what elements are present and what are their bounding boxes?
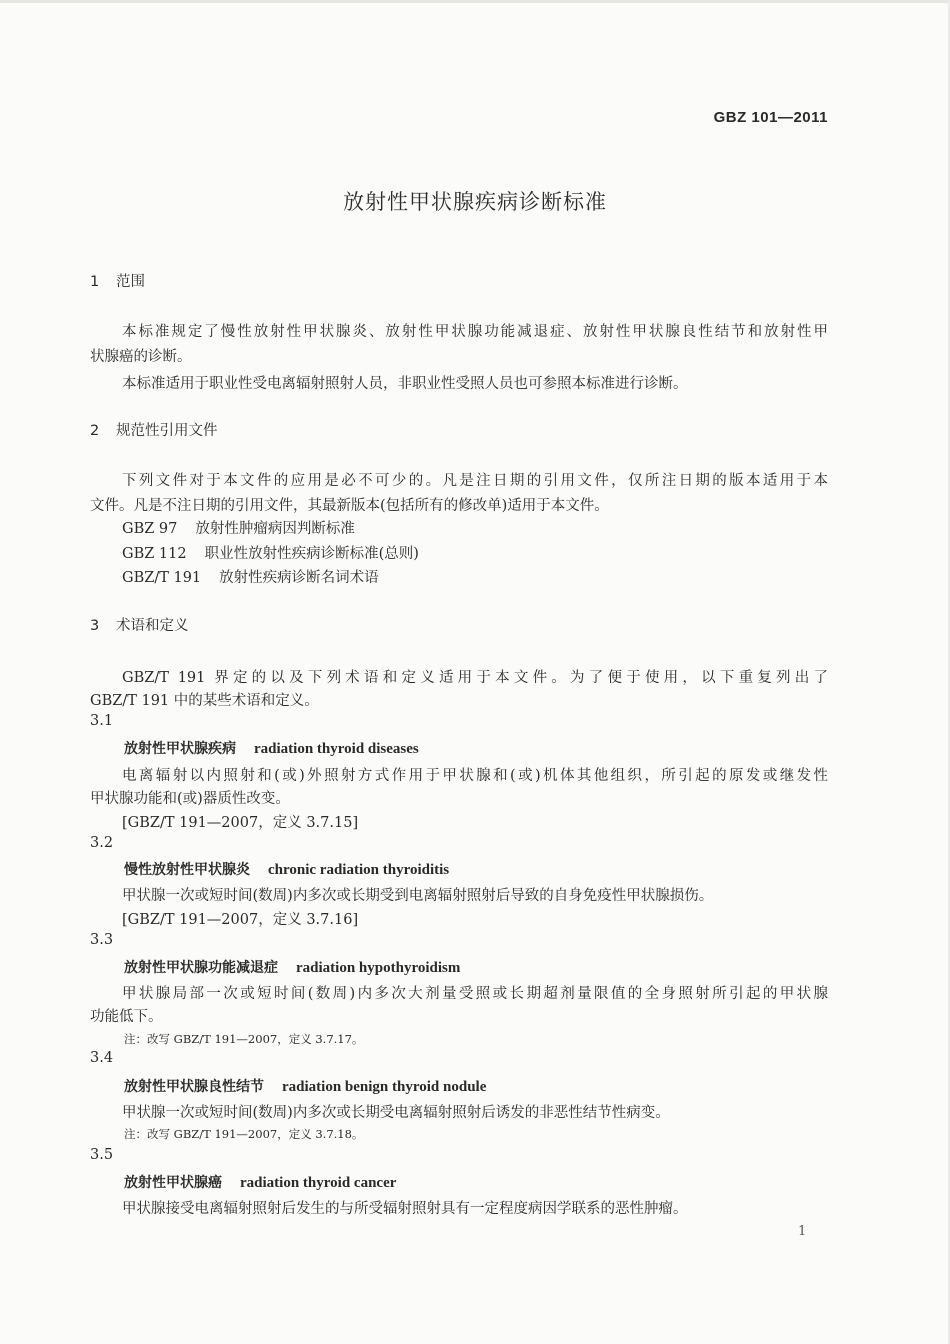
section-3-heading <box>90 614 189 635</box>
section-3-intro-line2: GBZ/T 191 中的某些术语和定义。 <box>90 693 319 709</box>
section-title: 范围 <box>116 274 145 290</box>
reference-title: 放射性疾病诊断名词术语 <box>219 570 379 586</box>
reference-item <box>122 566 379 587</box>
term-heading <box>124 1076 486 1096</box>
term-definition-line1: 甲状腺一次或短时间(数周)内多次或长期受到电离辐射照射后导致的自身免疫性甲状腺损伤。 <box>122 888 714 904</box>
reference-item <box>122 517 355 538</box>
term-definition-line1: 电离辐射以内照射和(或)外照射方式作用于甲状腺和(或)机体其他组织，所引起的原发或继发性 <box>122 768 828 784</box>
reference-code: GBZ/T 191 <box>122 570 202 586</box>
document-title: 放射性甲状腺疾病诊断标准 <box>343 190 607 214</box>
term-source: [GBZ/T 191—2007，定义 3.7.15] <box>122 815 359 831</box>
reference-code: GBZ 97 <box>122 521 178 537</box>
standard-code: GBZ 101—2011 <box>713 109 828 126</box>
section-2-heading <box>90 419 218 440</box>
term-note: 注：改写 GBZ/T 191—2007，定义 3.7.17。 <box>124 1032 364 1046</box>
term-heading <box>124 738 419 758</box>
term-number: 3.5 <box>90 1147 114 1163</box>
section-1-heading <box>90 270 145 291</box>
term-definition-line2: 甲状腺功能和(或)器质性改变。 <box>90 791 290 807</box>
reference-code: GBZ 112 <box>122 546 187 562</box>
section-number: 3 <box>90 618 100 634</box>
page-top-edge <box>0 0 950 3</box>
term-zh: 放射性甲状腺良性结节 <box>124 1079 264 1095</box>
term-note: 注：改写 GBZ/T 191—2007，定义 3.7.18。 <box>124 1127 364 1141</box>
section-title: 规范性引用文件 <box>116 423 218 439</box>
term-definition-line1: 甲状腺一次或短时间(数周)内多次或长期受电离辐射照射后诱发的非恶性结节性病变。 <box>122 1105 670 1121</box>
reference-title: 放射性肿瘤病因判断标准 <box>195 521 355 537</box>
term-zh: 慢性放射性甲状腺炎 <box>124 862 250 878</box>
term-definition-line1: 甲状腺局部一次或短时间(数周)内多次大剂量受照或长期超剂量限值的全身照射所引起的甲状腺 <box>122 986 828 1002</box>
term-zh: 放射性甲状腺疾病 <box>124 741 236 757</box>
page-number: 1 <box>798 1224 807 1239</box>
section-1-para2: 本标准适用于职业性受电离辐射照射人员，非职业性受照人员也可参照本标准进行诊断。 <box>122 376 688 392</box>
reference-title: 职业性放射性疾病诊断标准(总则) <box>204 546 419 562</box>
term-zh: 放射性甲状腺功能减退症 <box>124 960 278 976</box>
term-number: 3.2 <box>90 835 114 851</box>
section-2-para-line1: 下列文件对于本文件的应用是必不可少的。凡是注日期的引用文件，仅所注日期的版本适用于本 <box>122 473 828 489</box>
term-number: 3.3 <box>90 932 114 948</box>
term-en: radiation hypothyroidism <box>296 960 461 976</box>
term-number: 3.1 <box>90 713 114 729</box>
term-heading <box>124 957 460 977</box>
section-1-para1-line1: 本标准规定了慢性放射性甲状腺炎、放射性甲状腺功能减退症、放射性甲状腺良性结节和放射性甲 <box>122 324 828 340</box>
section-number: 2 <box>90 423 100 439</box>
term-zh: 放射性甲状腺癌 <box>124 1175 222 1191</box>
section-1-para1-line2: 状腺癌的诊断。 <box>90 349 192 365</box>
section-3-intro-line1: GBZ/T 191 界定的以及下列术语和定义适用于本文件。为了便于使用，以下重复列出了 <box>122 670 828 686</box>
term-definition-line1: 甲状腺接受电离辐射照射后发生的与所受辐射照射具有一定程度病因学联系的恶性肿瘤。 <box>122 1201 688 1217</box>
term-heading <box>124 1172 396 1192</box>
term-en: radiation thyroid cancer <box>240 1175 397 1191</box>
term-source: [GBZ/T 191—2007，定义 3.7.16] <box>122 912 359 928</box>
term-en: chronic radiation thyroiditis <box>268 862 450 878</box>
section-2-para-line2: 文件。凡是不注日期的引用文件，其最新版本(包括所有的修改单)适用于本文件。 <box>90 498 609 514</box>
section-title: 术语和定义 <box>116 618 189 634</box>
term-number: 3.4 <box>90 1050 114 1066</box>
term-definition-line2: 功能低下。 <box>90 1009 163 1025</box>
reference-item <box>122 542 419 563</box>
term-heading <box>124 859 449 879</box>
term-en: radiation thyroid diseases <box>254 741 419 757</box>
term-en: radiation benign thyroid nodule <box>282 1079 487 1095</box>
section-number: 1 <box>90 274 100 290</box>
